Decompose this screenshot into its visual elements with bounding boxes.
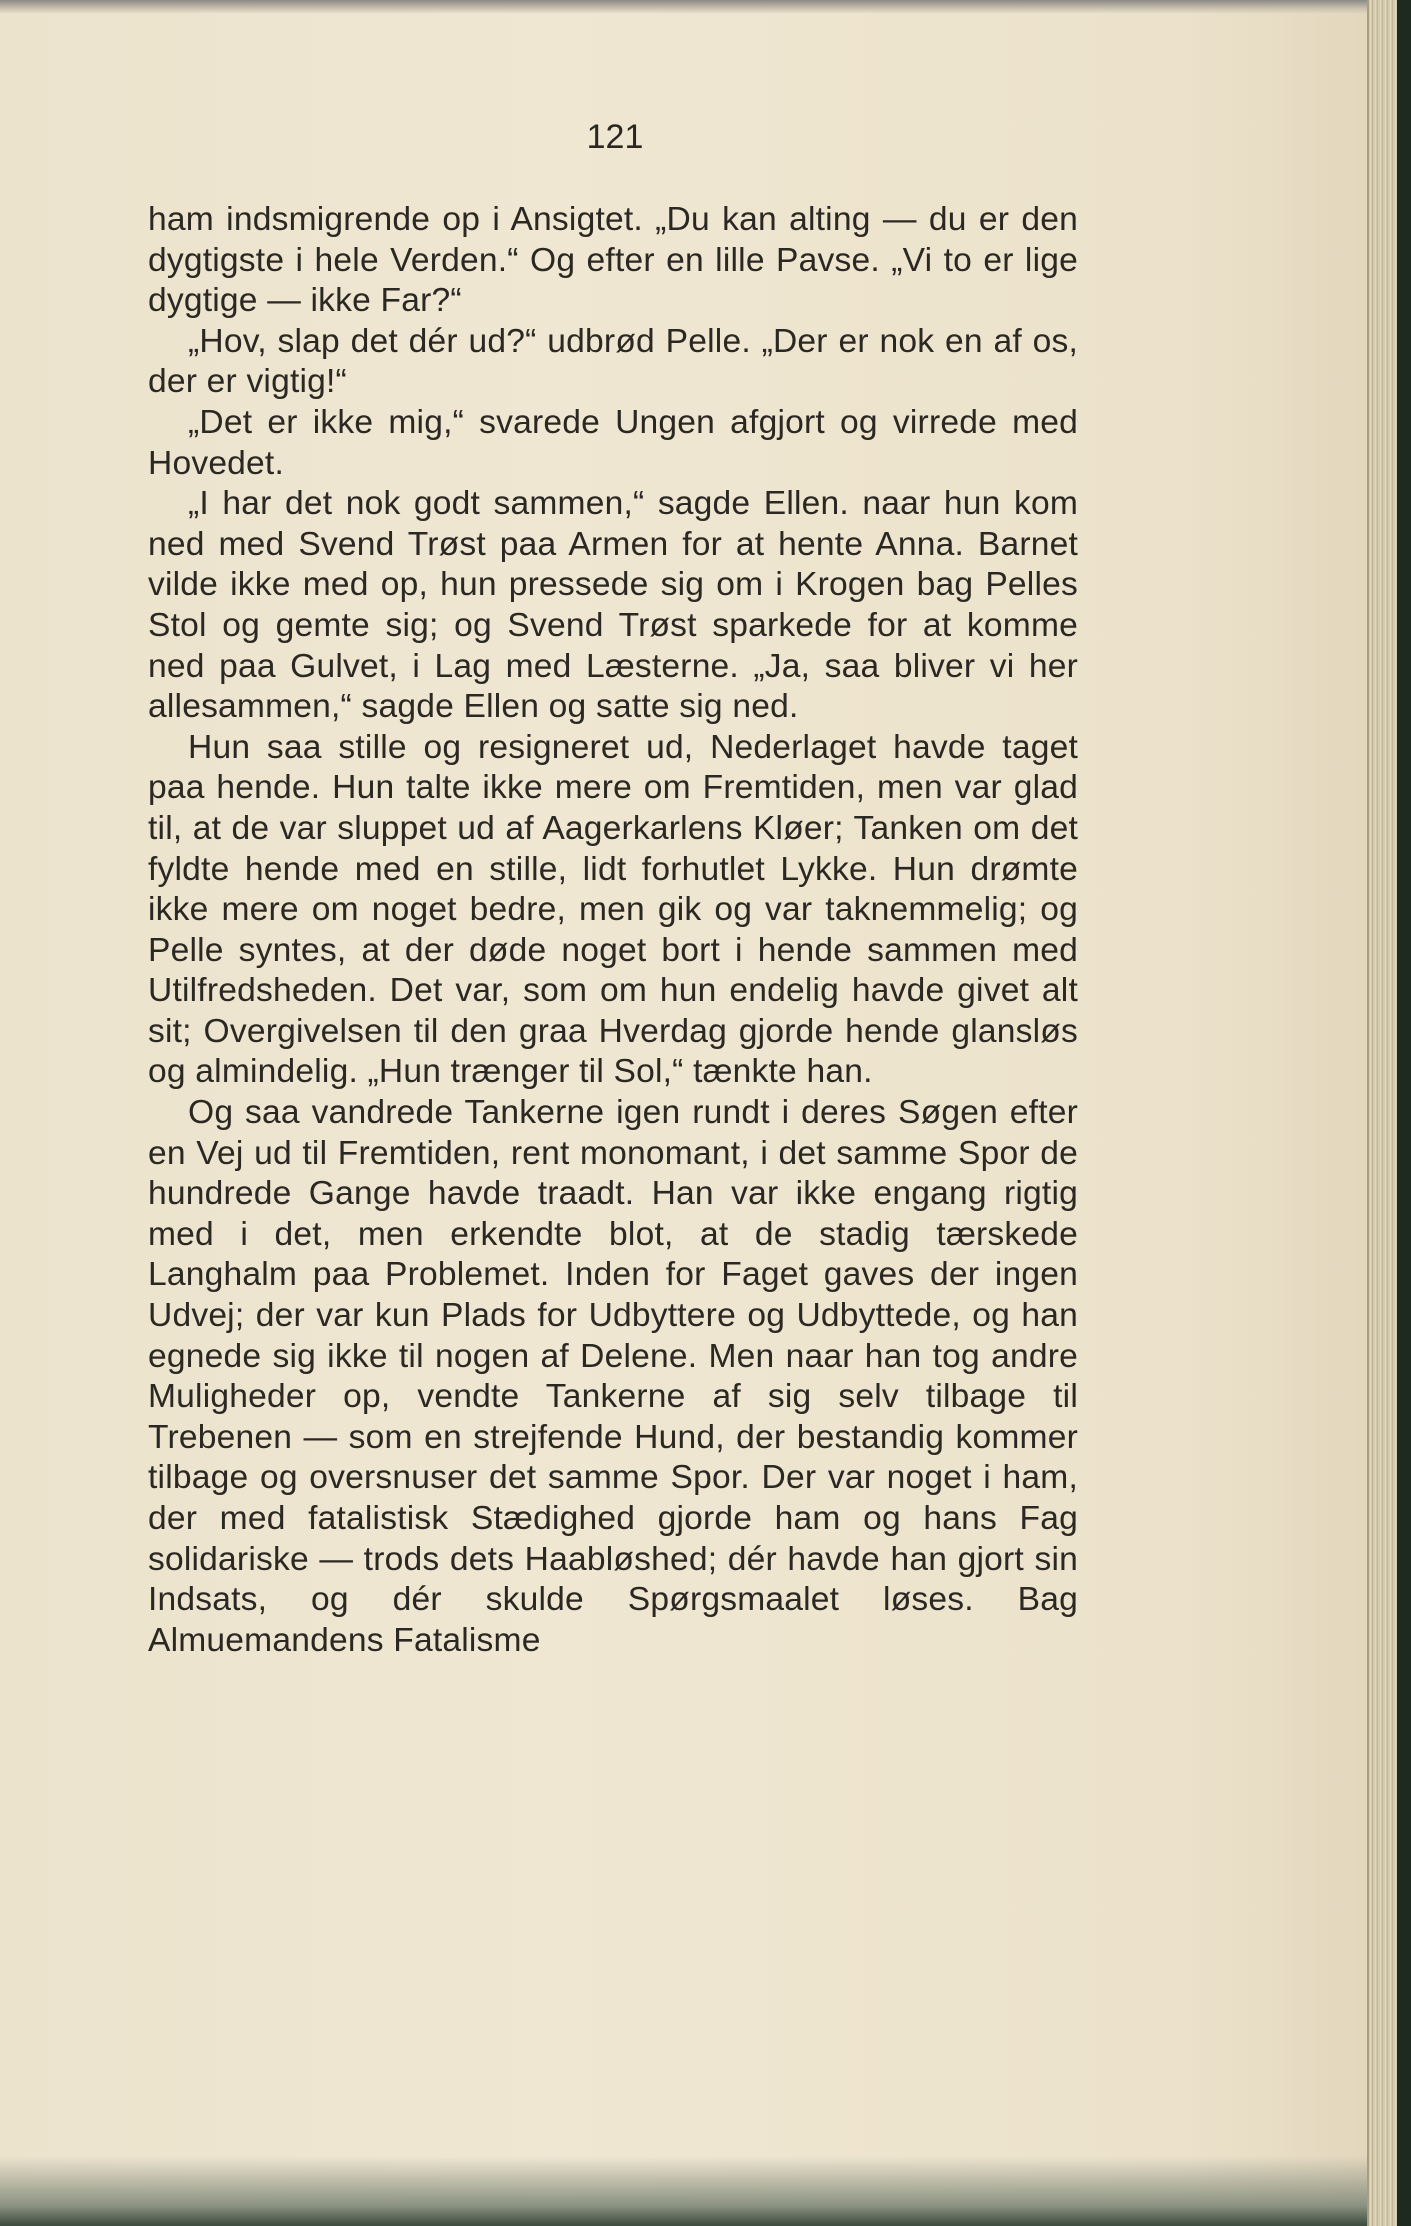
- paragraph: Hun saa stille og resigneret ud, Nederlaget havde taget paa hende. Hun talte ikke mere om Fremtiden, men var glad til, at de var sluppet ud af Aagerkarlens Kløer; Tanken om det fyldte hende med en stille, lidt forhutlet Lykke. Hun drømte ikke mere om noget bedre, men gik og var taknemmelig; og Pelle syntes, at der døde noget bort i hende sammen med Utilfredsheden. Det var, som om hun endelig havde givet alt sit; Overgivelsen til den graa Hverdag gjorde hende glansløs og almindelig. „Hun trænger til Sol,“ tænkte han.: [148, 728, 1078, 1091]
- paragraph: ham indsmigrende op i Ansigtet. „Du kan alting — du er den dygtigste i hele Verden.“ Og efter en lille Pavse. „Vi to er lige dygtige — ikke Far?“: [148, 201, 1078, 320]
- book-cover-edge: [1397, 0, 1411, 2226]
- paragraph: „I har det nok godt sammen,“ sagde Ellen. naar hun kom ned med Svend Trøst paa Armen for at hente Anna. Barnet vilde ikke med op, hun pressede sig om i Krogen bag Pelles Stol og gemte sig; og Svend Trøst sparkede for at komme ned paa Gulvet, i Lag med Læsterne. „Ja, saa bliver vi her allesammen,“ sagde Ellen og satte sig ned.: [148, 485, 1078, 726]
- top-edge-shadow: [0, 0, 1385, 14]
- page-number: 121: [586, 118, 644, 156]
- bottom-edge-shadow: [0, 2156, 1385, 2226]
- body-text: [148, 200, 1078, 1661]
- paragraph: „Det er ikke mig,“ svarede Ungen afgjort og virrede med Hovedet.: [148, 403, 1078, 482]
- paragraph: „Hov, slap det dér ud?“ udbrød Pelle. „Der er nok en af os, der er vigtig!“: [148, 322, 1078, 401]
- paragraph: Og saa vandrede Tankerne igen rundt i deres Søgen efter en Vej ud til Fremtiden, rent monomant, i det samme Spor de hundrede Gange havde traadt. Han var ikke engang rigtig med i det, men erkendte blot, at de stadig tærskede Langhalm paa Problemet. Inden for Faget gaves der ingen Udvej; der var kun Plads for Udbyttere og Udbyttede, og han egnede sig ikke til nogen af Delene. Men naar han tog andre Muligheder op, vendte Tankerne af sig selv tilbage til Trebenen — som en strejfende Hund, der bestandig kommer tilbage og oversnuser det samme Spor. Der var noget i ham, der med fatalistisk Stædighed gjorde ham og hans Fag solidariske — trods dets Haabløshed; dér havde han gjort sin Indsats, og dér skulde Spørgsmaalet løses. Bag Almuemandens Fatalisme: [148, 1094, 1078, 1659]
